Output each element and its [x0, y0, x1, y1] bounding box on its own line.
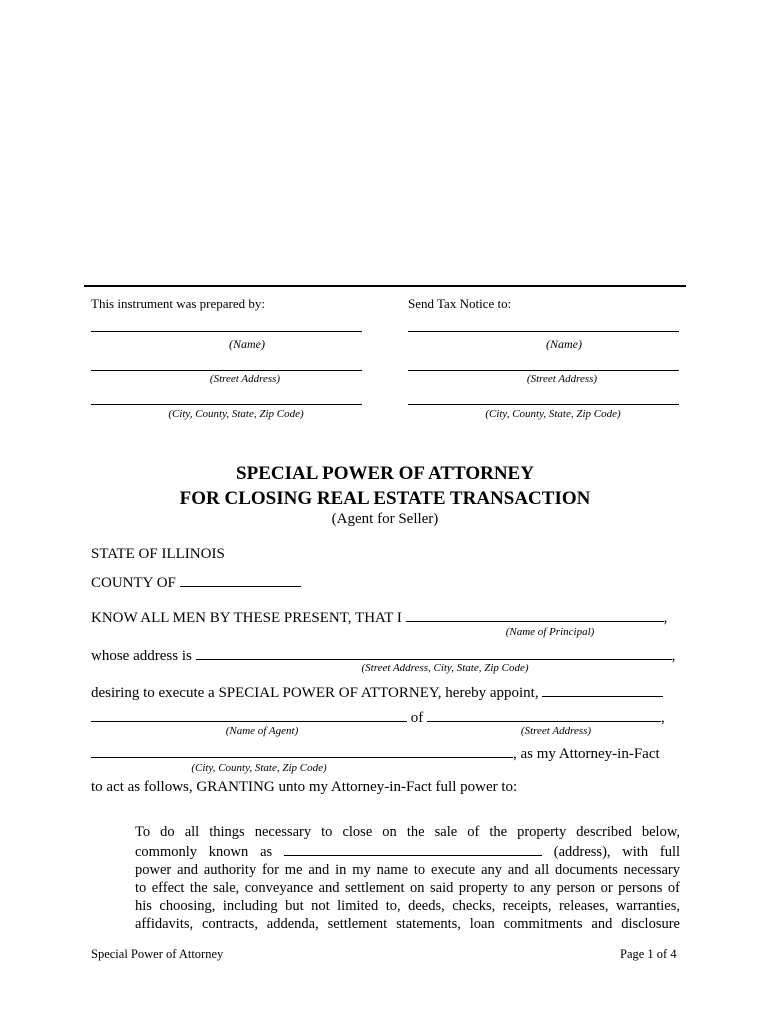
agent-street-caption: (Street Address) [520, 725, 592, 737]
agent-street-blank[interactable] [427, 707, 661, 722]
tax-street-line[interactable] [408, 370, 679, 371]
address-full-text: (address), with full [553, 844, 681, 860]
paragraph-line: To do all things necessary to close on the sale of the property described below, [135, 824, 680, 840]
prepared-city-caption: (City, County, State, Zip Code) [168, 408, 304, 420]
principal-address-blank[interactable] [196, 645, 672, 660]
attorney-in-fact-text: , as my Attorney-in-Fact [513, 746, 660, 762]
prepared-street-caption: (Street Address) [209, 373, 281, 385]
know-all-line [91, 607, 667, 627]
county-blank[interactable] [180, 572, 301, 587]
paragraph-line: his choosing, including but not limited to, deeds, checks, receipts, releases, warranties, [135, 898, 680, 914]
agent-name-caption: (Name of Agent) [225, 725, 299, 737]
prepared-street-line[interactable] [91, 370, 362, 371]
principal-caption: (Name of Principal) [505, 626, 595, 638]
paragraph-line: to effect the sale, conveyance and settlement on said property to any person or persons of [135, 880, 680, 896]
paragraph-line: affidavits, contracts, addenda, settlement statements, loan commitments and disclosure [135, 916, 680, 932]
send-tax-label: Send Tax Notice to: [408, 296, 512, 311]
granting-line: to act as follows, GRANTING unto my Attorney-in-Fact full power to: [91, 779, 518, 795]
appoint-blank[interactable] [542, 682, 663, 697]
agent-city-caption: (City, County, State, Zip Code) [191, 762, 327, 774]
county-line [91, 572, 301, 592]
page-number: Page 1 of 4 [620, 947, 677, 961]
document-title-line1: SPECIAL POWER OF ATTORNEY [236, 463, 534, 484]
footer-title: Special Power of Attorney [91, 947, 224, 961]
document-subtitle: (Agent for Seller) [331, 511, 439, 527]
prepared-name-caption: (Name) [229, 337, 265, 351]
prepared-city-line[interactable] [91, 404, 362, 405]
tax-city-caption: (City, County, State, Zip Code) [485, 408, 621, 420]
property-address-blank[interactable] [284, 841, 542, 856]
agent-line [91, 707, 665, 727]
comma: , [671, 648, 676, 664]
state-line: STATE OF ILLINOIS [91, 546, 225, 562]
powers-paragraph [135, 823, 680, 933]
principal-address-caption: (Street Address, City, State, Zip Code) [361, 662, 529, 674]
county-label: COUNTY OF [91, 575, 176, 591]
tax-city-line[interactable] [408, 404, 679, 405]
tax-name-line[interactable] [408, 331, 679, 332]
document-title-line2: FOR CLOSING REAL ESTATE TRANSACTION [179, 488, 591, 509]
prepared-by-label: This instrument was prepared by: [91, 296, 266, 311]
agent-city-line [91, 743, 660, 763]
agent-city-blank[interactable] [91, 743, 513, 758]
tax-street-caption: (Street Address) [526, 373, 598, 385]
agent-name-blank[interactable] [91, 707, 407, 722]
paragraph-line [135, 841, 680, 861]
of-word: of [410, 710, 424, 726]
prepared-name-line[interactable] [91, 331, 362, 332]
whose-address-text: whose address is [91, 648, 192, 664]
desiring-text: desiring to execute a SPECIAL POWER OF ATTORNEY, hereby appoint, [91, 685, 539, 701]
desiring-line [91, 682, 663, 702]
top-rule [84, 285, 686, 287]
principal-name-blank[interactable] [406, 607, 664, 622]
tax-name-caption: (Name) [546, 337, 582, 351]
commonly-known-text: commonly known as [135, 844, 273, 860]
paragraph-line: power and authority for me and in my name to execute any and all documents necessary [135, 862, 680, 878]
comma: , [663, 610, 668, 626]
know-all-text: KNOW ALL MEN BY THESE PRESENT, THAT I [91, 610, 402, 626]
comma: , [661, 710, 665, 726]
